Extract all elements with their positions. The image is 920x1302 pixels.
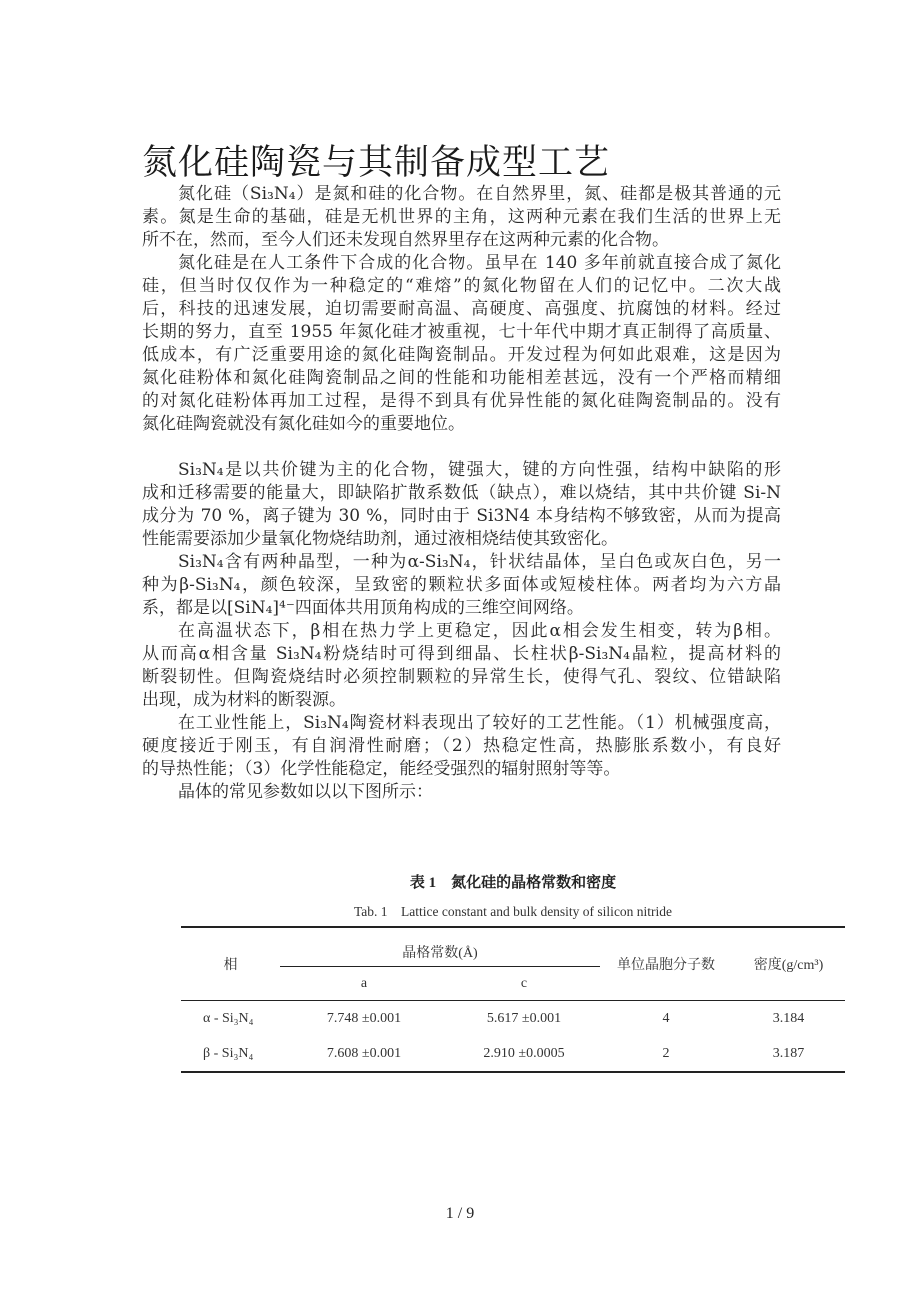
paragraph-line: 种为β-Si₃N₄，颜色较深，呈致密的颗粒状多面体或短棱柱体。两者均为六方晶 — [142, 575, 781, 595]
cell-density: 3.187 — [732, 1036, 845, 1072]
table-row — [181, 1036, 845, 1072]
header-molecules-per-cell: 单位晶胞分子数 — [600, 927, 732, 1001]
paragraph-line: 从而高α相含量 Si₃N₄粉烧结时可得到细晶、长柱状β-Si₃N₄晶粒，提高材料的 — [142, 644, 781, 664]
page-title: 氮化硅陶瓷与其制备成型工艺 — [142, 143, 611, 184]
paragraph-line: 断裂韧性。但陶瓷烧结时必须控制颗粒的异常生长，使得气孔、裂纹、位错缺陷 — [142, 667, 781, 687]
paragraph-line: 长期的努力，直至 1955 年氮化硅才被重视，七十年代中期才真正制得了高质量、 — [142, 322, 781, 342]
cell-a: 7.608 ±0.001 — [280, 1036, 448, 1072]
paragraph-line: 的导热性能；（3）化学性能稳定，能经受强烈的辐射照射等等。 — [142, 759, 621, 779]
paragraph-line: Si₃N₄含有两种晶型，一种为α-Si₃N₄，针状结晶体，呈白色或灰白色，另一 — [178, 552, 781, 572]
paragraph-line: 后，科技的迅速发展，迫切需要耐高温、高硬度、高强度、抗腐蚀的材料。经过 — [142, 299, 781, 319]
paragraph-line: 出现，成为材料的断裂源。 — [142, 690, 346, 710]
table-row — [181, 1001, 845, 1037]
paragraph-line: 氮化硅粉体和氮化硅陶瓷制品之间的性能和功能相差甚远，没有一个严格而精细 — [142, 368, 781, 388]
paragraph-line: 氮化硅是在人工条件下合成的化合物。虽早在 140 多年前就直接合成了氮化 — [178, 253, 781, 273]
paragraph-line: 晶体的常见参数如以以下图所示： — [178, 782, 433, 802]
paragraph-line: 氮化硅陶瓷就没有氮化硅如今的重要地位。 — [142, 414, 465, 434]
document-body — [142, 183, 781, 804]
table-caption-cn: 表 1 氮化硅的晶格常数和密度 — [409, 875, 617, 891]
cell-c: 2.910 ±0.0005 — [448, 1036, 600, 1072]
cell-molecules: 2 — [600, 1036, 732, 1072]
page-indicator: 1 / 9 — [445, 1205, 475, 1222]
paragraph-line: 的对氮化硅粉体再加工过程，是得不到具有优异性能的氮化硅陶瓷制品的。没有 — [142, 391, 781, 411]
paragraph-line: 性能需要添加少量氧化物烧结助剂，通过液相烧结使其致密化。 — [142, 529, 618, 549]
header-a: a — [280, 967, 448, 1001]
paragraph-line: 在高温状态下，β相在热力学上更稳定，因此α相会发生相变，转为β相。 — [178, 621, 781, 641]
paragraph-line: 成和迁移需要的能量大，即缺陷扩散系数低（缺点），难以烧结，其中共价键 Si-N — [142, 483, 781, 503]
paragraph-line: 硬度接近于刚玉，有自润滑性耐磨；（2）热稳定性高，热膨胀系数小，有良好 — [142, 736, 781, 756]
paragraph-line: 素。氮是生命的基础，硅是无机世界的主角，这两种元素在我们生活的世界上无 — [142, 207, 781, 227]
lattice-table — [181, 926, 845, 1073]
paragraph-gap — [142, 436, 781, 459]
paragraph-line: 硅，但当时仅仅作为一种稳定的“难熔”的氮化物留在人们的记忆中。二次大战 — [142, 276, 781, 296]
cell-molecules: 4 — [662, 1010, 670, 1026]
cell-density: 3.184 — [772, 1010, 805, 1026]
paragraph-line: Si₃N₄是以共价键为主的化合物，键强大，键的方向性强，结构中缺陷的形 — [178, 460, 781, 480]
paragraph-line: 氮化硅（Si₃N₄）是氮和硅的化合物。在自然界里，氮、硅都是极其普通的元 — [178, 184, 781, 204]
paragraph-line: 在工业性能上，Si₃N₄陶瓷材料表现出了较好的工艺性能。（1）机械强度高， — [178, 713, 781, 733]
header-density: 密度(g/cm³) — [732, 927, 845, 1001]
cell-phase: β - Si₃N₄ — [181, 1036, 280, 1072]
paragraph-line: 低成本，有广泛重要用途的氮化硅陶瓷制品。开发过程为何如此艰难，这是因为 — [142, 345, 781, 365]
header-c: c — [448, 967, 600, 1001]
cell-phase: α - Si₃N₄ — [203, 1010, 254, 1026]
table-caption-en: Tab. 1 Lattice constant and bulk density of silicon nitride — [353, 904, 673, 919]
header-lattice-constant: 晶格常数(Å) — [280, 927, 600, 967]
paragraph-line: 成分为 70 %，离子键为 30 %，同时由于 Si3N4 本身结构不够致密，从而为提高 — [142, 506, 781, 526]
paragraph-line: 系，都是以[SiN₄]⁴⁻四面体共用顶角构成的三维空间网络。 — [142, 598, 584, 618]
paragraph-line: 所不在，然而，至今人们还未发现自然界里存在这两种元素的化合物。 — [142, 230, 669, 250]
cell-a: 7.748 ±0.001 — [326, 1010, 402, 1026]
header-phase: 相 — [181, 927, 280, 1001]
cell-c: 5.617 ±0.001 — [486, 1010, 562, 1026]
lattice-table-figure — [181, 868, 845, 1073]
